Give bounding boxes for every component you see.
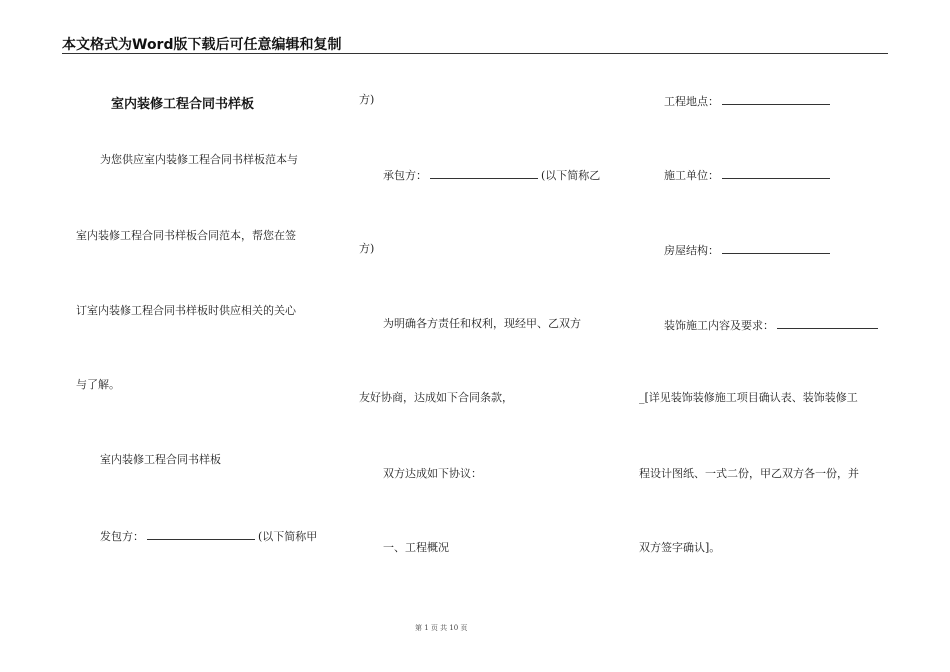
header-rule [62, 53, 888, 54]
construction-unit-line [664, 167, 833, 183]
col2-line-3: 方) [359, 242, 375, 255]
project-location-line [664, 93, 833, 109]
employer-tail: (以下简称甲 [258, 530, 318, 543]
col1-line-3: 订室内装修工程合同书样板时供应相关的关心 [76, 304, 296, 317]
col3-line-6: 程设计图纸、一式二份，甲乙双方各一份，并 [639, 467, 859, 480]
col1-line-4: 与了解。 [76, 378, 120, 391]
employer-blank [147, 528, 255, 540]
contractor-label: 承包方： [383, 169, 427, 182]
col1-line-2: 室内装修工程合同书样板合同范本，帮您在签 [76, 229, 296, 242]
project-location-label: 工程地点： [664, 95, 719, 108]
construction-unit-blank [722, 167, 830, 179]
col2-line-1: 方) [359, 93, 375, 106]
col2-line-5: 友好协商，达成如下合同条款， [359, 391, 513, 404]
decoration-content-blank [777, 317, 878, 329]
col3-line-7: 双方签字确认]。 [639, 541, 721, 554]
house-structure-blank [722, 242, 830, 254]
construction-unit-label: 施工单位： [664, 169, 719, 182]
contractor-line [383, 167, 600, 183]
decoration-content-label: 装饰施工内容及要求： [664, 319, 774, 332]
document-title: 室内装修工程合同书样板 [111, 97, 255, 112]
decoration-content-line [664, 317, 881, 333]
project-location-blank [722, 93, 830, 105]
contractor-blank [430, 167, 538, 179]
col2-line-6: 双方达成如下协议： [383, 467, 482, 480]
employer-line [100, 528, 317, 544]
contractor-tail: (以下简称乙 [541, 169, 601, 182]
page-number: 第 1 页 共 10 页 [415, 624, 468, 632]
col2-line-4: 为明确各方责任和权利，现经甲、乙双方 [383, 317, 581, 330]
col2-line-7: 一、工程概况 [383, 541, 449, 554]
col3-line-5: _[详见装饰装修施工项目确认表、装饰装修工 [639, 391, 858, 404]
col1-line-1: 为您供应室内装修工程合同书样板范本与 [100, 153, 298, 166]
house-structure-label: 房屋结构： [664, 244, 719, 257]
employer-label: 发包方： [100, 530, 144, 543]
download-banner: 本文格式为Word版下载后可任意编辑和复制 [62, 37, 342, 53]
col1-line-5: 室内装修工程合同书样板 [100, 453, 221, 466]
house-structure-line [664, 242, 833, 258]
